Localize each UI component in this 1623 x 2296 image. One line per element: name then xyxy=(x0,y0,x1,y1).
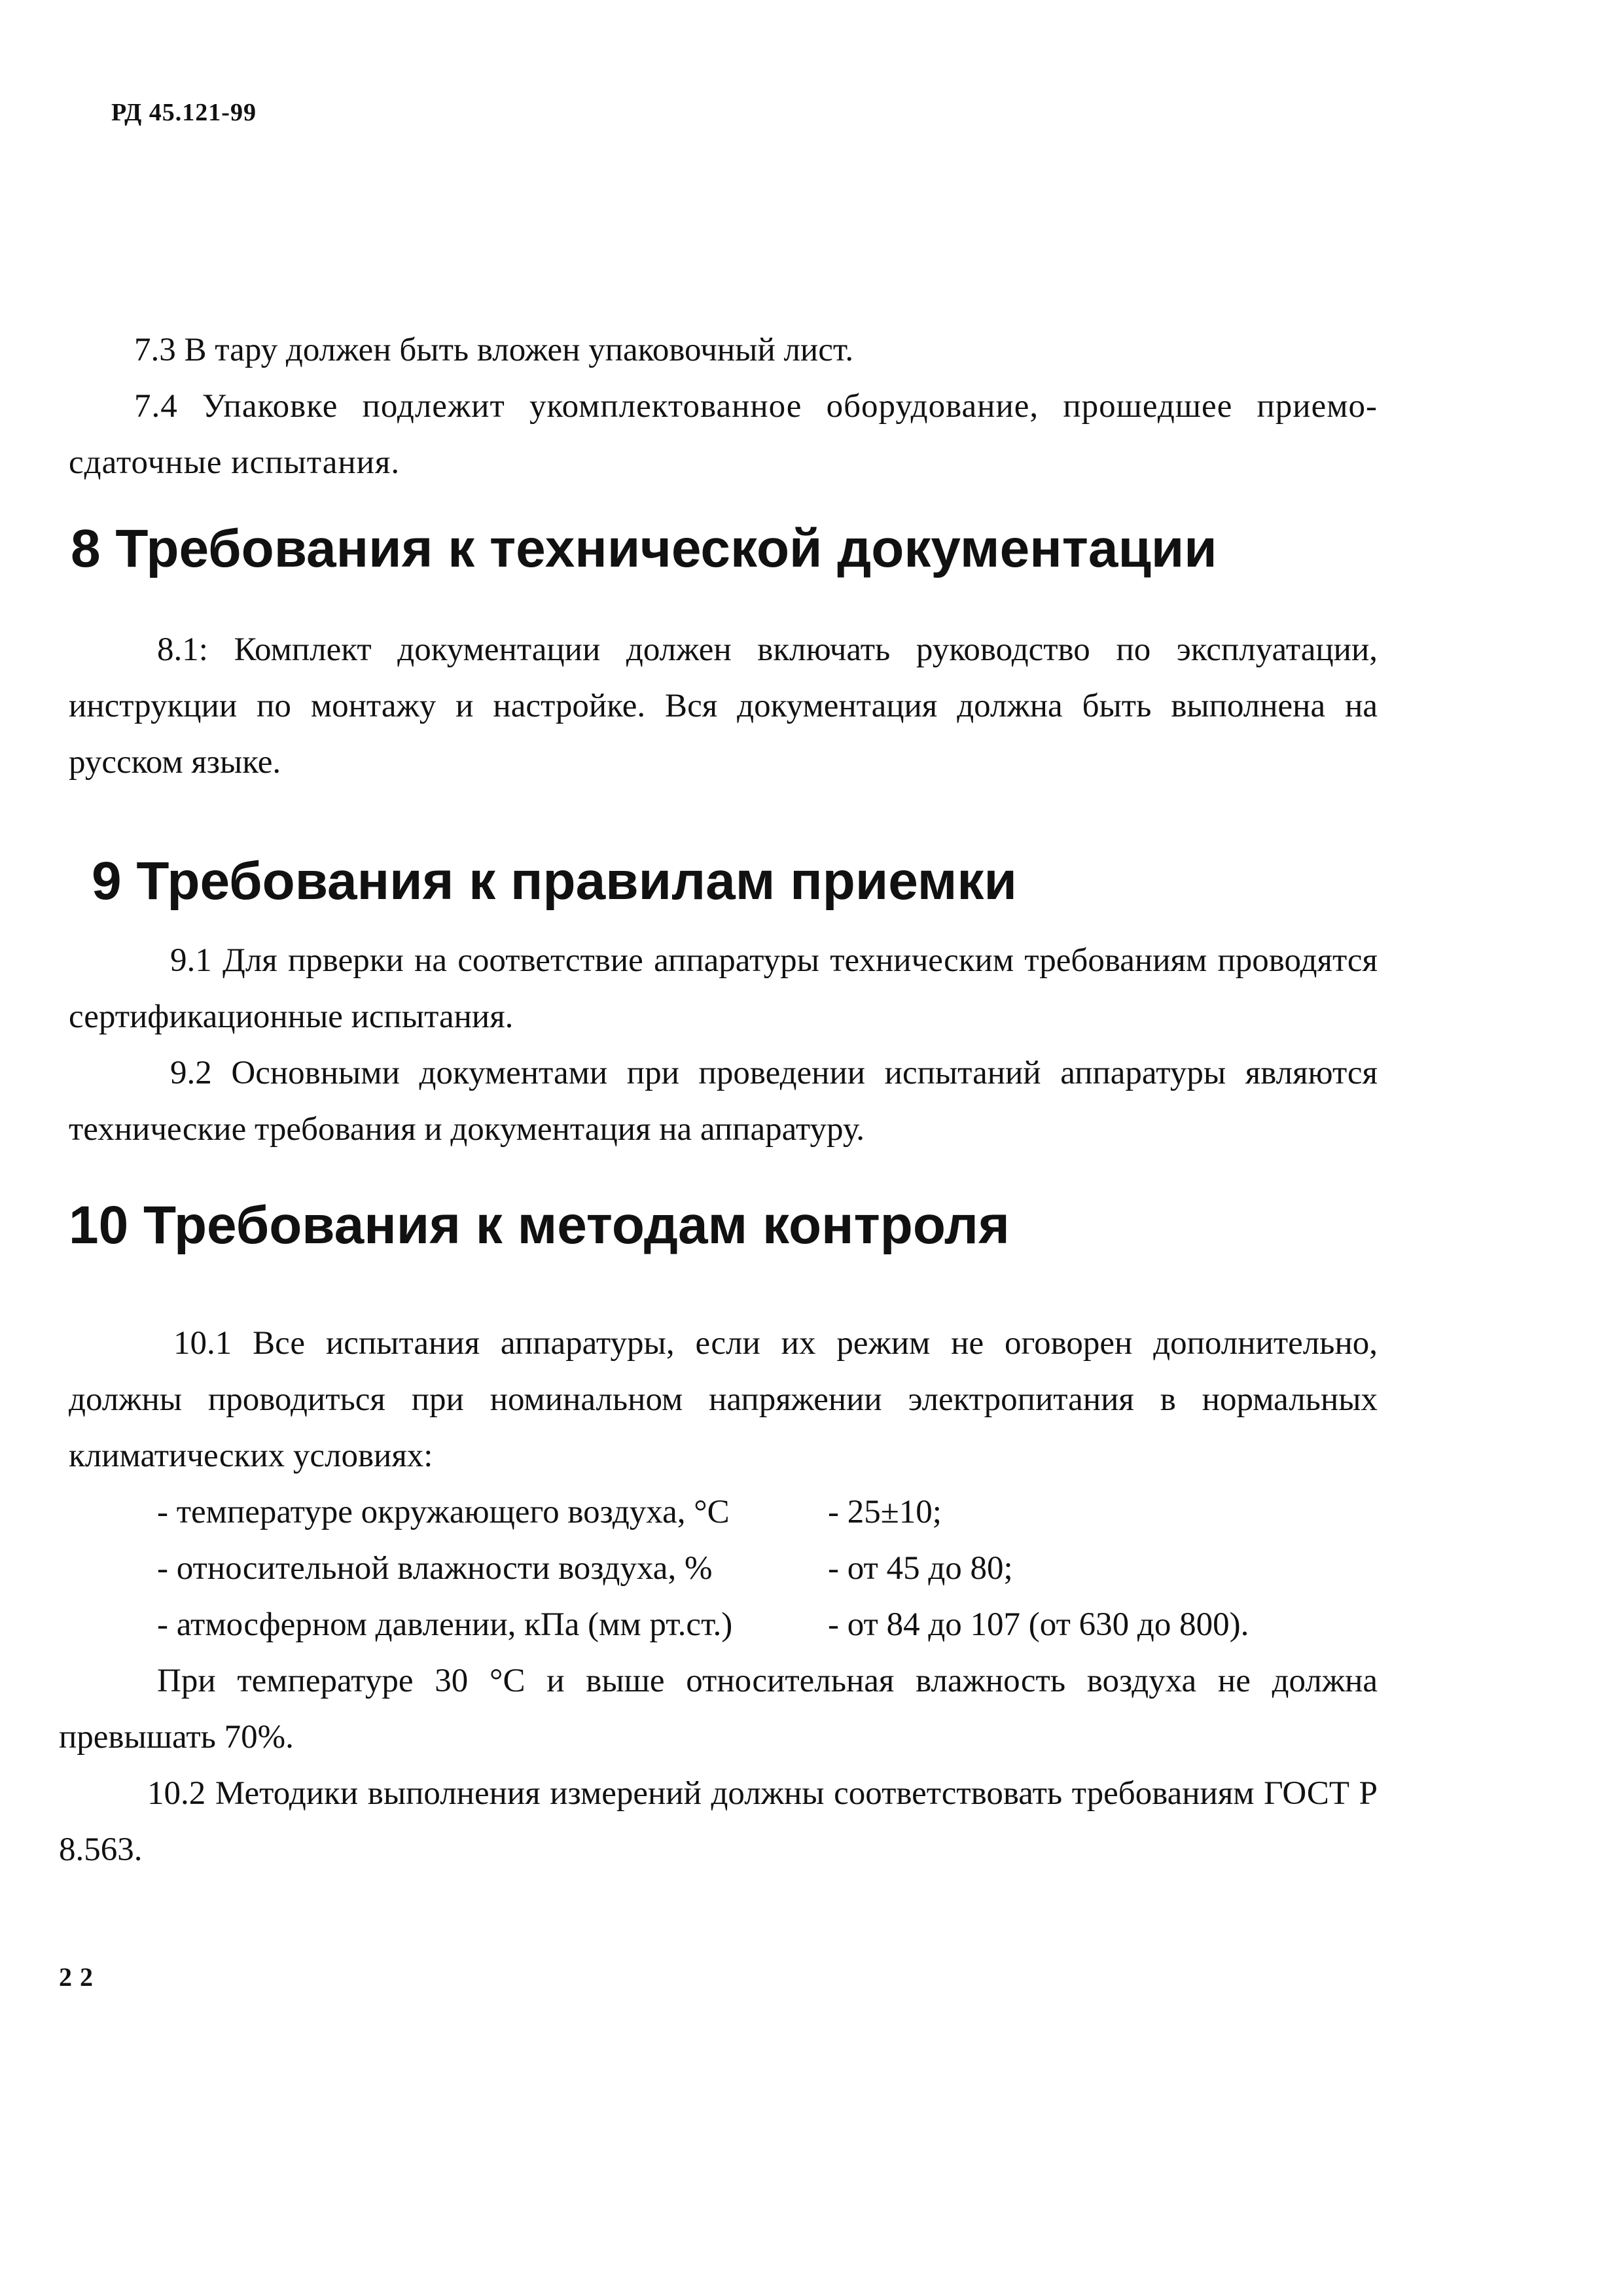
paragraph-9-2: 9.2 Основными документами при проведении испытаний аппаратуры являются технические требования и документация на аппаратуру. xyxy=(69,1055,1378,1148)
document-code: РД 45.121-99 xyxy=(111,99,257,126)
section-10-heading: 10 Требования к методам контроля xyxy=(69,1195,1010,1255)
paragraph-humidity-limit: При температуре 30 °С и выше относительная влажность воздуха не должна превышать 70%. xyxy=(59,1663,1378,1756)
condition-pressure-label: - атмосферном давлении, кПа (мм рт.ст.) xyxy=(157,1606,733,1643)
paragraph-10-1: 10.1 Все испытания аппаратуры, если их режим не оговорен дополнительно, должны проводиться при номинальном напряжении электропитания в нормальных климатических условиях: xyxy=(69,1325,1378,1474)
section-9-heading: 9 Требования к правилам приемки xyxy=(92,851,1017,911)
condition-humidity-label: - относительной влажности воздуха, % xyxy=(157,1550,713,1587)
paragraph-7-3: 7.3 В тару должен быть вложен упаковочный лист. xyxy=(134,332,854,368)
page-number: 22 xyxy=(59,1962,101,1992)
paragraph-8-1: 8.1: Комплект документации должен включать руководство по эксплуатации, инструкции по монтажу и настройке. Вся документация должна быть выполнена на русском языке. xyxy=(69,631,1378,781)
section-8-heading: 8 Требования к технической документации xyxy=(71,519,1217,578)
condition-humidity-value: - от 45 до 80; xyxy=(828,1550,1013,1587)
condition-temperature-value: - 25±10; xyxy=(828,1494,942,1530)
paragraph-7-4: 7.4 Упаковке подлежит укомплектованное оборудование, прошедшее приемо-сдаточные испытания. xyxy=(69,388,1378,481)
paragraph-10-2: 10.2 Методики выполнения измерений должны соответствовать требованиям ГОСТ Р 8.563. xyxy=(59,1775,1378,1868)
condition-temperature-label: - температуре окружающего воздуха, °С xyxy=(157,1494,730,1530)
condition-pressure-value: - от 84 до 107 (от 630 до 800). xyxy=(828,1606,1249,1643)
paragraph-9-1: 9.1 Для прверки на соответствие аппаратуры техническим требованиям проводятся сертификационные испытания. xyxy=(69,942,1378,1035)
